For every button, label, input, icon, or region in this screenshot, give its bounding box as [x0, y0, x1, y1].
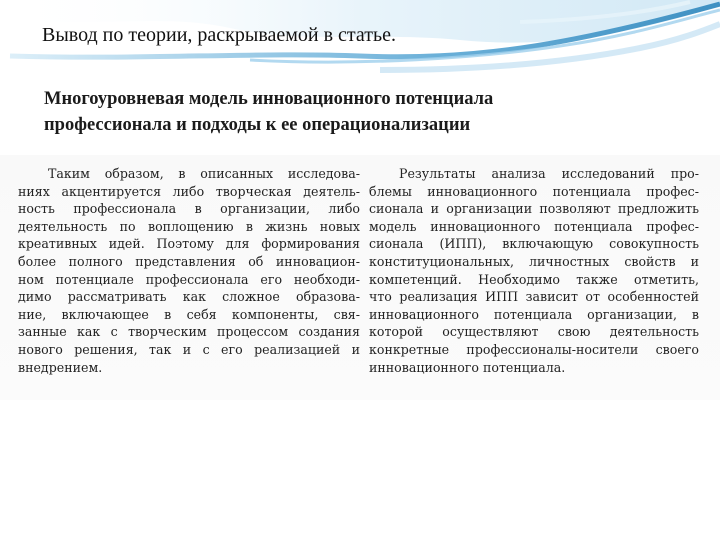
article-left-column [18, 165, 360, 376]
article-right-column [369, 165, 699, 376]
article-text-line: которой осуществляют свою деятельность [369, 324, 699, 340]
article-text-line: ность профессионала в организации, либо [18, 201, 360, 217]
article-text-line: Результаты анализа исследований про- [399, 166, 699, 181]
article-text-line: блемы инновационного потенциала профес- [369, 183, 699, 199]
article-text-line: ние, включающее в себя компоненты, свя- [18, 306, 360, 322]
article-text-line: модель инновационного потенциала профес- [369, 218, 699, 234]
slide-subtitle [44, 86, 684, 138]
article-text-line: более полного представления об инновацион- [18, 253, 360, 269]
article-text-line: креативных идей. Поэтому для формирования [18, 236, 360, 252]
article-text-line: деятельность по воплощению в жизнь новых [18, 218, 360, 234]
article-text-line: димо рассматривать как сложное образова- [18, 289, 360, 305]
slide-title: Вывод по теории, раскрываемой в статье. [42, 24, 397, 46]
article-text-line: нового решения, так и с его реализацией и [18, 341, 360, 357]
article-text-line: сионала и организации позволяют предложить [369, 201, 699, 217]
article-text-line: ном потенциале профессионала его необходи- [18, 271, 360, 287]
article-text-line: конкретные профессионалы-носители своего [369, 341, 699, 357]
article-text-line: Таким образом, в описанных исследова- [48, 166, 360, 181]
subtitle-line: Многоуровневая модель инновационного потенциала [44, 89, 494, 109]
article-text-line: что реализация ИПП зависит от особенностей [369, 289, 699, 305]
article-text-line: внедрением. [18, 359, 103, 375]
article-text-line: инновационного потенциала. [369, 359, 566, 375]
article-text-line: сионала (ИПП), включающую совокупность [369, 236, 699, 252]
article-text-line: занные как с творческим процессом создания [18, 324, 360, 340]
article-text-line: ниях акцентируется либо творческая деятель- [18, 183, 360, 199]
article-text-line: компетенций. Необходимо также отметить, [369, 271, 699, 287]
subtitle-line: профессионала и подходы к ее операционализации [44, 115, 471, 135]
header-wave-decoration [0, 0, 720, 100]
article-text-line: инновационного потенциала организации, в [369, 306, 699, 322]
article-text-line: конституциональных, личностных свойств и [369, 253, 699, 269]
